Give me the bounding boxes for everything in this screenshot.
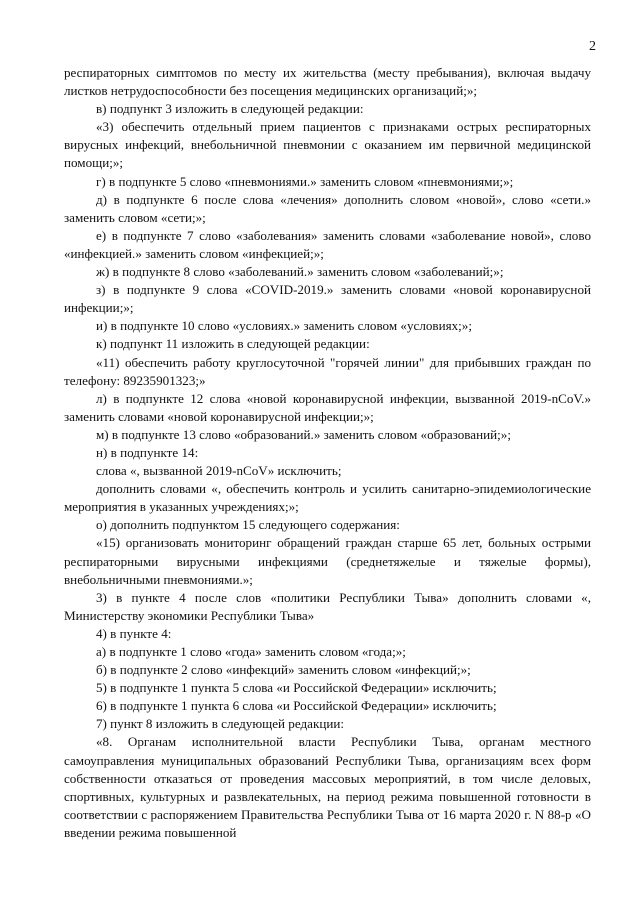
page-number: 2 [589,39,596,54]
document-body [64,64,591,842]
paragraph-item-n-sub1: слова «, вызванной 2019-nCoV» исключить; [96,463,342,479]
paragraph-quote-11: «11) обеспечить работу круглосуточной "горячей линии" для прибывших граждан по телефону: 89235901323;» [64,354,591,388]
paragraph-item-l: л) в подпункте 12 слова «новой коронавирусной инфекции, вызванной 2019-nCoV.» заменить словами «новой коронавирусной инфекции;»; [64,390,591,424]
paragraph-item-d: д) в подпункте 6 после слова «лечения» дополнить словом «новой», слово «сети.» заменить словом «сети;»; [64,191,591,225]
paragraph-quote-15: «15) организовать мониторинг обращений граждан старше 65 лет, больных острыми респираторными вирусными инфекциями (среднетяжелые и тяжелые формы), внебольничными пневмониями.»; [64,535,591,587]
paragraph-item-n: н) в подпункте 14: [96,444,199,460]
paragraph-point-4-a: а) в подпункте 1 слово «года» заменить словом «года;»; [96,644,406,659]
paragraph-item-g: г) в подпункте 5 слово «пневмониями.» заменить словом «пневмониями;»; [96,173,514,189]
paragraph-point-5: 5) в подпункте 1 пункта 5 слова «и Российской Федерации» исключить; [96,680,497,696]
paragraph-continuation: респираторных симптомов по месту их жительства (месту пребывания), включая выдачу листков нетрудоспособности без посещения медицинских организаций;»; [64,65,591,99]
paragraph-point-7: 7) пункт 8 изложить в следующей редакции: [96,716,344,732]
paragraph-point-3: 3) в пункте 4 после слов «политики Республики Тыва» дополнить словами «, Министерству экономики Республики Тыва» [64,589,591,623]
paragraph-item-k: к) подпункт 11 изложить в следующей редакции: [96,336,370,352]
paragraph-item-z: з) в подпункте 9 слова «COVID-2019.» заменить словами «новой коронавирусной инфекции;»; [64,282,591,316]
paragraph-item-zh: ж) в подпункте 8 слово «заболеваний.» заменить словом «заболеваний;»; [96,264,504,280]
paragraph-item-v: в) подпункт 3 изложить в следующей редакции: [96,101,364,117]
paragraph-point-6: 6) в подпункте 1 пункта 6 слова «и Российской Федерации» исключить; [96,698,497,714]
paragraph-item-e: е) в подпункте 7 слово «заболевания» заменить словами «заболевание новой», слово «инфекцией.» заменить словом «инфекцией;»; [64,227,591,261]
paragraph-item-n-sub2: дополнить словами «, обеспечить контроль и усилить санитарно-эпидемиологические мероприятия в указанных учреждениях;»; [64,481,591,515]
paragraph-quote-8: «8. Органам исполнительной власти Республики Тыва, органам местного самоуправления муниципальных образований Республики Тыва, организациям всех форм собственности отказаться от проведения массовых мероприятий, в том числе деловых, спортивных, культурных и развлекательных, на период режима повышенной готовности в соответствии с распоряжением Правительства Республики Тыва от 16 марта 2020 г. N 88-р «О введении режима повышенной [64,734,591,840]
paragraph-point-4-b: б) в подпункте 2 слово «инфекций» заменить словом «инфекций;»; [96,662,471,678]
paragraph-point-4: 4) в пункте 4: [96,625,172,641]
paragraph-item-m: м) в подпункте 13 слово «образований.» заменить словом «образований;»; [96,426,511,442]
paragraph-item-i: и) в подпункте 10 слово «условиях.» заменить словом «условиях;»; [96,318,472,334]
paragraph-item-o: о) дополнить подпунктом 15 следующего содержания: [96,517,400,533]
paragraph-quote-3: «3) обеспечить отдельный прием пациентов с признаками острых респираторных вирусных инфекций, внебольничной пневмонии с оказанием им первичной медицинской помощи;»; [64,119,591,171]
